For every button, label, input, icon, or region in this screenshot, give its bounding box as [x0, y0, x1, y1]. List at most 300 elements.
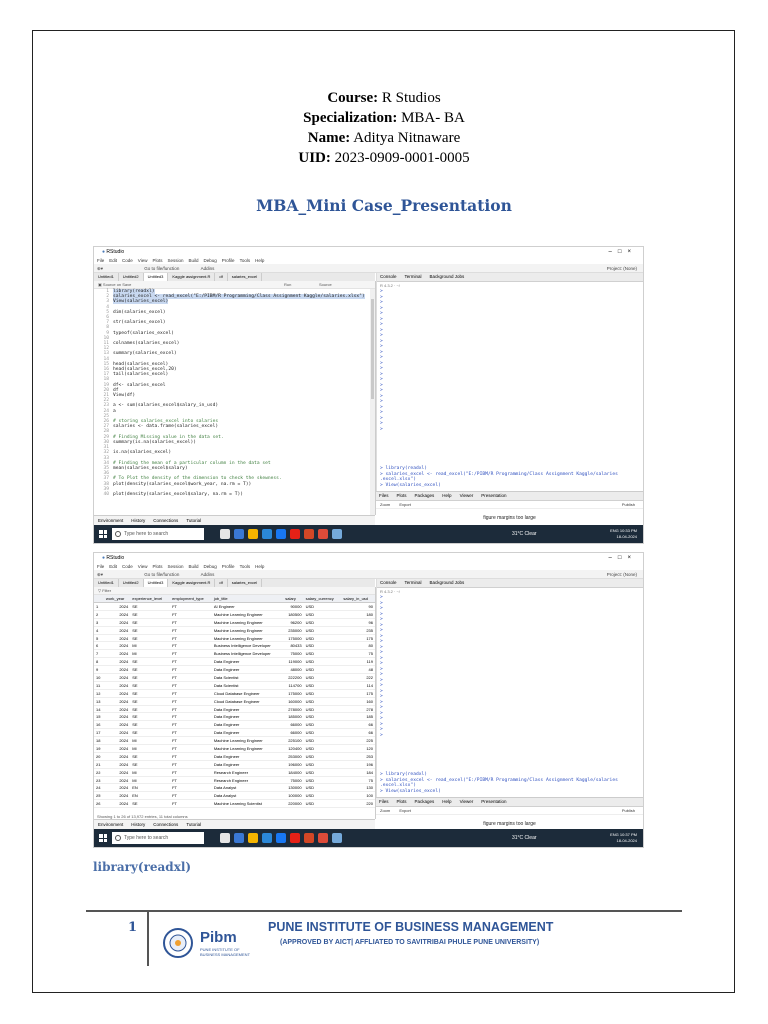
menu-item-8[interactable]: Profile [221, 564, 235, 569]
taskbar-app-icons[interactable] [220, 529, 346, 544]
table-row[interactable] [94, 603, 375, 611]
table-cell: 9 [94, 666, 104, 674]
table-cell: FT [170, 737, 212, 745]
source-tab-0[interactable]: Untitled1 [94, 579, 119, 587]
edge-icon [234, 529, 244, 539]
table-cell: 80 [341, 642, 375, 650]
table-row[interactable] [94, 705, 375, 713]
files-tab-3[interactable]: Help [442, 799, 452, 804]
table-cell: SE [130, 800, 170, 808]
code-line: 5 dim(salaries_excel) [106, 309, 166, 315]
table-cell: 75000 [283, 650, 303, 658]
student-info [0, 88, 768, 168]
search-icon [115, 531, 121, 537]
goto-file-input[interactable]: Go to file/function [144, 572, 180, 577]
table-cell: 184000 [283, 768, 303, 776]
store-icon [262, 529, 272, 539]
table-cell: Data Engineer [212, 705, 283, 713]
code-line: 8 [106, 325, 109, 331]
table-cell: 17 [94, 729, 104, 737]
editor-scrollbar[interactable] [370, 289, 375, 515]
taskbar-app-icons[interactable] [220, 833, 346, 848]
table-footer: Showing 1 to 26 of 13,972 entries, 11 total columns [94, 814, 376, 819]
table-cell: USD [304, 705, 342, 713]
windows-taskbar[interactable] [94, 525, 643, 543]
files-tab-2[interactable]: Packages [414, 799, 435, 804]
table-cell: 278000 [283, 705, 303, 713]
menu-item-7[interactable]: Debug [203, 564, 217, 569]
table-cell: 185 [341, 713, 375, 721]
files-tab-5[interactable]: Presentation [481, 493, 507, 498]
youtube-icon [290, 833, 300, 843]
table-row[interactable] [94, 697, 375, 705]
menu-bar[interactable] [94, 257, 643, 264]
table-row[interactable] [94, 721, 375, 729]
console-output: > library(readxl) > salaries_excel <- read_excel("E:/PIBM/R Programming/Class Assignment Kaggle/salaries .excel.xlsx") > View(salaries_excel) [380, 772, 618, 794]
table-cell: USD [304, 752, 342, 760]
figure-message: figure margins too large [483, 821, 536, 827]
source-editor[interactable] [94, 281, 376, 515]
table-row[interactable] [94, 768, 375, 776]
table-cell: Machine Learning Engineer [212, 626, 283, 634]
table-cell: 15 [94, 713, 104, 721]
svg-text:Pibm: Pibm [200, 929, 237, 946]
table-cell: 10 [94, 674, 104, 682]
console-tabs[interactable] [377, 273, 643, 282]
table-cell: USD [304, 776, 342, 784]
env-tab-1[interactable]: History [131, 822, 146, 827]
new-file-icon[interactable]: ⊕▾ [97, 572, 104, 577]
files-pane[interactable] [376, 797, 643, 829]
menu-item-5[interactable]: Session [167, 564, 184, 569]
code-line: 13 summary(salaries_excel) [103, 351, 177, 357]
table-cell: Research Engineer [212, 768, 283, 776]
menu-item-0[interactable]: File [97, 258, 105, 263]
table-cell: Cloud Database Engineer [212, 697, 283, 705]
table-cell: 11 [94, 681, 104, 689]
table-cell: 2024 [104, 713, 130, 721]
table-cell: FT [170, 697, 212, 705]
publish-button[interactable]: Publish [621, 808, 635, 813]
table-cell: 2024 [104, 745, 130, 753]
env-tab-1[interactable]: History [131, 518, 146, 523]
table-cell: Machine Learning Engineer [212, 634, 283, 642]
column-header[interactable]: salary_currency [304, 595, 342, 603]
table-cell: 2024 [104, 610, 130, 618]
project-label[interactable]: Project: (None) [606, 572, 637, 577]
env-tab-0[interactable]: Environment [98, 822, 124, 827]
window-controls[interactable]: –□× [608, 555, 637, 561]
code-line: 4 [106, 304, 109, 310]
table-cell: FT [170, 752, 212, 760]
code-line: 20 df [103, 387, 119, 393]
salaries-table[interactable] [94, 595, 375, 808]
table-cell: 18 [94, 737, 104, 745]
main-toolbar[interactable] [94, 570, 643, 579]
footer-vertical-divider [147, 910, 149, 966]
table-row[interactable] [94, 618, 375, 626]
table-cell: 2024 [104, 776, 130, 784]
files-tab-0[interactable]: Files [379, 799, 389, 804]
table-cell: 175000 [283, 634, 303, 642]
menu-item-4[interactable]: Plots [152, 564, 163, 569]
export-button[interactable]: Export [399, 808, 411, 813]
table-cell: USD [304, 697, 342, 705]
menu-item-0[interactable]: File [97, 564, 105, 569]
table-cell: 2024 [104, 705, 130, 713]
column-header[interactable]: experience_level [130, 595, 170, 603]
menu-item-3[interactable]: View [137, 258, 148, 263]
system-tray[interactable]: ENG 10:33 PM 18-04-2024 [610, 528, 637, 539]
table-cell: FT [170, 689, 212, 697]
menu-item-9[interactable]: Tools [239, 258, 251, 263]
code-line: 26 # storing salaries_excel into salaries [103, 419, 219, 425]
menu-item-6[interactable]: Build [188, 258, 199, 263]
env-tab-2[interactable]: Connections [153, 518, 179, 523]
table-cell: 5 [94, 634, 104, 642]
table-cell: USD [304, 674, 342, 682]
console-tab-0[interactable]: Console [380, 274, 397, 279]
code-line: 40 plot(density(salaries_excel$salary, na.rm = T)) [103, 491, 243, 497]
svg-text:PUNE INSTITUTE OF: PUNE INSTITUTE OF [200, 947, 240, 952]
table-cell: 2024 [104, 658, 130, 666]
table-row[interactable] [94, 776, 375, 784]
code-line: 10 [103, 335, 109, 341]
menu-item-10[interactable]: Help [255, 564, 265, 569]
table-cell: USD [304, 650, 342, 658]
files-pane[interactable] [376, 491, 643, 525]
rstudio-icon: ● [102, 555, 106, 561]
table-cell: SE [130, 760, 170, 768]
console-header: R 4.3.2 · ~/ [380, 283, 400, 288]
table-cell: 24 [94, 784, 104, 792]
menu-item-8[interactable]: Profile [221, 258, 235, 263]
environment-tabs[interactable] [94, 819, 375, 829]
app-title: RStudio [106, 249, 125, 255]
files-tabs[interactable] [376, 492, 643, 501]
table-row[interactable] [94, 760, 375, 768]
files-tab-1[interactable]: Plots [396, 493, 407, 498]
weather-widget[interactable]: 31°C Clear [512, 835, 537, 841]
table-cell: MI [130, 650, 170, 658]
project-label[interactable]: Project: (None) [606, 266, 637, 271]
table-cell: MI [130, 737, 170, 745]
viewer-toolbar[interactable]: ▽ Filter [94, 587, 375, 595]
menu-item-3[interactable]: View [137, 564, 148, 569]
pibm-logo-icon [160, 921, 264, 965]
table-cell: SE [130, 634, 170, 642]
table-cell: USD [304, 768, 342, 776]
files-tab-5[interactable]: Presentation [481, 799, 507, 804]
table-row[interactable] [94, 713, 375, 721]
console-tab-0[interactable]: Console [380, 580, 397, 585]
table-cell: 2024 [104, 760, 130, 768]
table-cell: USD [304, 760, 342, 768]
table-row[interactable] [94, 792, 375, 800]
code-line: 31 [103, 445, 109, 451]
source-tab-0[interactable]: Untitled1 [94, 273, 119, 281]
code-line: 32 is.na(salaries_excel) [103, 450, 172, 456]
table-cell: FT [170, 792, 212, 800]
code-line: 34 # Finding the mean of a particular column in the data set [103, 460, 271, 466]
menu-item-10[interactable]: Help [255, 258, 265, 263]
column-header[interactable]: job_title [212, 595, 283, 603]
table-cell: 235 [341, 626, 375, 634]
rstudio-taskbar-icon [332, 529, 342, 539]
environment-tabs[interactable] [94, 515, 375, 525]
source-tab-4[interactable]: df [215, 579, 227, 587]
table-cell: 3 [94, 618, 104, 626]
source-tab-3[interactable]: Kaggle assignment.R [168, 273, 215, 281]
table-cell: Machine Learning Engineer [212, 618, 283, 626]
env-tab-2[interactable]: Connections [153, 822, 179, 827]
office-icon [304, 833, 314, 843]
menu-item-1[interactable]: Edit [109, 258, 118, 263]
console-tab-2[interactable]: Background Jobs [429, 580, 465, 585]
table-cell: 2024 [104, 634, 130, 642]
table-cell: USD [304, 745, 342, 753]
table-cell: FT [170, 642, 212, 650]
windows-start-icon[interactable] [99, 834, 107, 842]
code-line: 6 [106, 315, 109, 321]
editor-toolbar[interactable]: ▣ Source on Save Run Source [94, 281, 375, 289]
table-cell: FT [170, 776, 212, 784]
app-title: RStudio [106, 555, 125, 561]
table-cell: 160000 [283, 697, 303, 705]
run-button[interactable]: Run [284, 282, 292, 287]
data-viewer[interactable] [94, 587, 376, 819]
source-tab-2[interactable]: Untitled3 [144, 273, 169, 281]
windows-taskbar[interactable] [94, 829, 643, 847]
table-cell: MI [130, 768, 170, 776]
code-line: 38 plot(density(salaries_excel$work_year, na.rm = T)) [103, 481, 252, 487]
table-cell: 66 [341, 729, 375, 737]
console-prompts: > > > > > > > > > > > > > > > > > > > > > > > > > > [380, 289, 383, 432]
table-cell: 2024 [104, 784, 130, 792]
menu-item-9[interactable]: Tools [239, 564, 251, 569]
code-area[interactable] [94, 289, 375, 497]
table-cell: 175 [341, 689, 375, 697]
source-tab-5[interactable]: salaries_excel [228, 579, 262, 587]
table-cell: Data Analyst [212, 792, 283, 800]
table-cell: SE [130, 729, 170, 737]
table-cell: 2024 [104, 697, 130, 705]
files-tab-4[interactable]: Viewer [459, 799, 474, 804]
code-line: 9 typeof(salaries_excel) [106, 330, 174, 336]
source-tab-4[interactable]: df [215, 273, 227, 281]
menu-item-6[interactable]: Build [188, 564, 199, 569]
table-cell: SE [130, 721, 170, 729]
column-header[interactable]: employment_type [170, 595, 212, 603]
table-cell: 222200 [283, 674, 303, 682]
code-line: 18 [103, 377, 109, 383]
table-cell: SE [130, 713, 170, 721]
menu-item-1[interactable]: Edit [109, 564, 118, 569]
addins-button[interactable]: Addins [200, 572, 215, 577]
console-tab-1[interactable]: Terminal [404, 580, 422, 585]
publish-button[interactable]: Publish [621, 502, 635, 507]
table-row[interactable] [94, 800, 375, 808]
menu-item-5[interactable]: Session [167, 258, 184, 263]
table-row[interactable] [94, 642, 375, 650]
table-row[interactable] [94, 752, 375, 760]
table-cell: 100 [341, 792, 375, 800]
table-cell: 180500 [283, 610, 303, 618]
files-tab-3[interactable]: Help [442, 493, 452, 498]
uid-line: UID: 2023-0909-0001-0005 [298, 150, 470, 166]
column-header[interactable]: salary_in_usd [341, 595, 375, 603]
table-cell: Data Engineer [212, 721, 283, 729]
table-row[interactable] [94, 610, 375, 618]
menu-item-7[interactable]: Debug [203, 258, 217, 263]
menu-item-4[interactable]: Plots [152, 258, 163, 263]
table-cell: 2024 [104, 674, 130, 682]
goto-file-input[interactable]: Go to file/function [144, 266, 180, 271]
files-tab-2[interactable]: Packages [414, 493, 435, 498]
table-cell: MI [130, 776, 170, 784]
windows-start-icon[interactable] [99, 530, 107, 538]
table-cell: 253000 [283, 752, 303, 760]
column-header[interactable]: salary [283, 595, 303, 603]
taskbar-search-input[interactable]: Type here to search [112, 528, 204, 540]
source-tab-2[interactable]: Untitled3 [144, 579, 169, 587]
table-cell: USD [304, 603, 342, 611]
table-cell: 2024 [104, 618, 130, 626]
table-cell: Cloud Database Engineer [212, 689, 283, 697]
table-cell: 25 [94, 792, 104, 800]
table-row[interactable] [94, 626, 375, 634]
console-pane[interactable] [376, 579, 643, 797]
window-controls[interactable]: –□× [608, 249, 637, 255]
code-line: 33 [103, 455, 109, 461]
table-cell: 2024 [104, 729, 130, 737]
env-tab-3[interactable]: Tutorial [186, 518, 202, 523]
taskbar-search-input[interactable]: Type here to search [112, 832, 204, 844]
table-row[interactable] [94, 689, 375, 697]
table-row[interactable] [94, 737, 375, 745]
table-row[interactable] [94, 745, 375, 753]
table-row[interactable] [94, 666, 375, 674]
code-line: 21 View(df) [103, 393, 136, 399]
table-cell: 220000 [283, 800, 303, 808]
table-cell: 90000 [283, 603, 303, 611]
table-row[interactable] [94, 681, 375, 689]
table-row[interactable] [94, 658, 375, 666]
code-line: 35 mean(salaries_excel$salary) [103, 465, 188, 471]
table-cell: Data Engineer [212, 658, 283, 666]
table-row[interactable] [94, 729, 375, 737]
table-cell: 235000 [283, 626, 303, 634]
facebook-icon [276, 833, 286, 843]
env-tab-0[interactable]: Environment [98, 518, 124, 523]
table-row[interactable] [94, 634, 375, 642]
source-tab-1[interactable]: Untitled2 [119, 273, 144, 281]
table-cell: AI Engineer [212, 603, 283, 611]
new-file-icon[interactable]: ⊕▾ [97, 266, 104, 271]
console-pane[interactable] [376, 273, 643, 491]
institute-name: PUNE INSTITUTE OF BUSINESS MANAGEMENT [268, 920, 554, 934]
console-tab-2[interactable]: Background Jobs [429, 274, 465, 279]
code-line: 23 a <- sum(salaries_excel$salary_in_usd) [103, 403, 219, 409]
table-cell: SE [130, 697, 170, 705]
console-prompts: > > > > > > > > > > > > > > > > > > > > > > > > > > [380, 595, 383, 738]
table-cell: Data Scientist [212, 674, 283, 682]
console-tabs[interactable] [377, 579, 643, 588]
source-tab-3[interactable]: Kaggle assignment.R [168, 579, 215, 587]
table-cell: USD [304, 634, 342, 642]
table-cell: USD [304, 610, 342, 618]
env-tab-3[interactable]: Tutorial [186, 822, 202, 827]
files-tab-4[interactable]: Viewer [459, 493, 474, 498]
code-line: 1 library(readxl) [106, 289, 155, 294]
page-number: 1 [128, 920, 138, 935]
table-row[interactable] [94, 650, 375, 658]
table-cell: Machine Learning Scientist [212, 800, 283, 808]
table-cell: 75000 [283, 776, 303, 784]
table-cell: 2024 [104, 603, 130, 611]
code-line: 37 # To Plot the density of the dimension to check the skewness. [103, 476, 282, 482]
weather-widget[interactable]: 31°C Clear [512, 531, 537, 537]
table-cell: Data Engineer [212, 729, 283, 737]
source-tab-1[interactable]: Untitled2 [119, 579, 144, 587]
table-row[interactable] [94, 674, 375, 682]
plots-toolbar[interactable] [376, 807, 643, 815]
main-toolbar[interactable] [94, 264, 643, 273]
table-cell: 75 [341, 776, 375, 784]
table-cell: 23 [94, 776, 104, 784]
menu-item-2[interactable]: Code [122, 258, 133, 263]
table-cell: 14 [94, 705, 104, 713]
table-cell: 119000 [283, 658, 303, 666]
table-cell: Business Intelligence Developer [212, 642, 283, 650]
table-cell: 22 [94, 768, 104, 776]
plots-toolbar[interactable] [376, 501, 643, 509]
column-header[interactable]: work_year [104, 595, 130, 603]
files-tab-1[interactable]: Plots [396, 799, 407, 804]
table-cell: FT [170, 784, 212, 792]
files-tab-0[interactable]: Files [379, 493, 389, 498]
console-tab-1[interactable]: Terminal [404, 274, 422, 279]
table-cell: USD [304, 618, 342, 626]
source-tab-5[interactable]: salaries_excel [228, 273, 262, 281]
filter-icon[interactable]: ▽ [98, 588, 102, 593]
table-cell: 8 [94, 658, 104, 666]
table-row[interactable] [94, 784, 375, 792]
code-line: 27 salaries <- data.frame(salaries_excel) [103, 424, 219, 430]
table-cell: USD [304, 721, 342, 729]
system-tray[interactable]: ENG 10:37 PM 18-04-2024 [610, 832, 637, 843]
zoom-button[interactable]: Zoom [380, 808, 391, 813]
window-titlebar [94, 553, 643, 563]
source-button[interactable]: Source [319, 282, 332, 287]
table-cell: 160 [341, 697, 375, 705]
youtube-icon [290, 529, 300, 539]
table-cell: FT [170, 800, 212, 808]
table-cell: Data Analyst [212, 784, 283, 792]
table-cell: SE [130, 674, 170, 682]
zoom-button[interactable]: Zoom [380, 502, 391, 507]
export-button[interactable]: Export [399, 502, 411, 507]
table-cell: 2024 [104, 626, 130, 634]
save-icon[interactable]: ▣ [98, 282, 102, 287]
table-cell: 220 [341, 800, 375, 808]
addins-button[interactable]: Addins [200, 266, 215, 271]
chrome-icon [318, 833, 328, 843]
files-tabs[interactable] [376, 798, 643, 807]
menu-item-2[interactable]: Code [122, 564, 133, 569]
table-cell: 6 [94, 642, 104, 650]
menu-bar[interactable] [94, 563, 643, 570]
